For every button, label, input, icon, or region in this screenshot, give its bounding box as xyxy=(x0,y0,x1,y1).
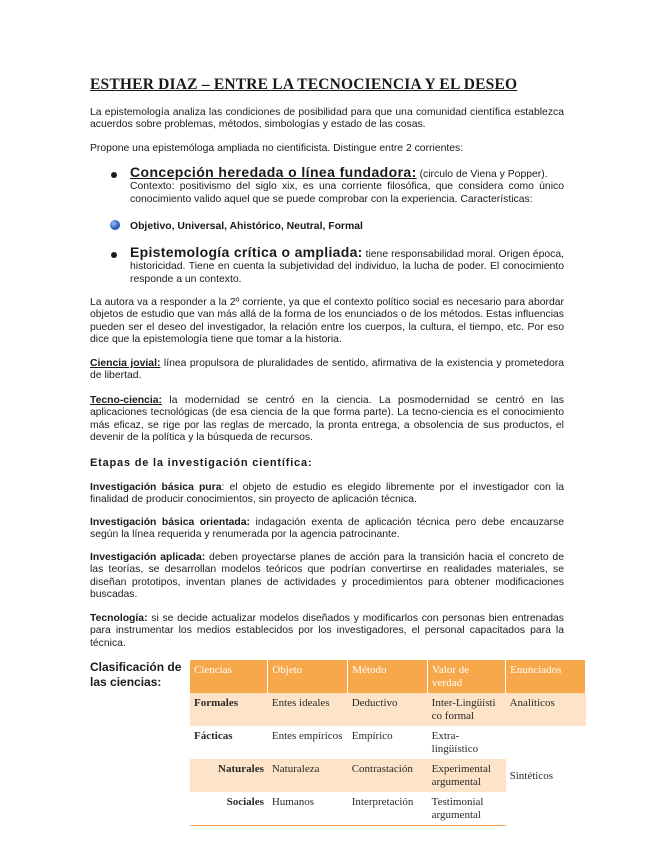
table-cell: Sintéticos xyxy=(509,769,553,782)
intro-paragraph: La epistemología analiza las condiciones de posibilidad para que una comunidad científica establezca acuerdos sobre problemas, métodos, simbologías y estado de las cosas. xyxy=(90,107,564,131)
etapa-term: Tecnología: xyxy=(90,613,148,624)
table-row xyxy=(190,726,586,759)
etapa-text: deben proyectarse planes de acción para la transición hacia el concreto de las teorías, se desarrollan modelos teóricos que podrían convertirse en realidades materiales, se diseñan prototipos, inventan planes de actividades y procedimientos para obtener modificaciones buscadas. xyxy=(90,552,564,601)
table-cell: Deductivo xyxy=(348,693,428,726)
corriente-heredada xyxy=(130,166,564,206)
globe-bullet-icon xyxy=(110,220,120,230)
etapa-text: : el objeto de estudio es elegido libremente por el investigador con la finalidad de producir conocimientos, sin proyecto de aplicación técnica. xyxy=(90,482,564,506)
table-cell: Extra-lingüístico xyxy=(431,730,479,755)
corriente-critica-heading: Epistemología crítica o ampliada: xyxy=(130,244,363,260)
table-cell: Naturaleza xyxy=(268,759,348,792)
table-cell: Empírico xyxy=(351,730,393,742)
proposal-paragraph: Propone una epistemóloga ampliada no cientificista. Distingue entre 2 corrientes: xyxy=(90,143,464,154)
table-row xyxy=(190,693,586,726)
caracteristicas-list: Objetivo, Universal, Ahistórico, Neutral, Formal xyxy=(130,221,363,232)
table-cell: Entes ideales xyxy=(268,693,348,726)
tecnociencia-text: la modernidad se centró en la ciencia. La posmodernidad se centró en las aplicaciones tecnológicas (de esa ciencia de la que forma parte). La tecno-ciencia es el conocimiento más eficaz, se rige por las reglas de mercado, la pronta entrega, a obsolencia de sus productos, el devenir de la política y la búsqueda de recursos. xyxy=(90,395,564,444)
table-header-cell: Método xyxy=(348,660,428,693)
table-cell: Inter-Lingüísti co formal xyxy=(428,693,506,726)
ciencia-jovial-text: línea propulsora de pluralidades de sentido, afirmativa de la existencia y prometedora de libertad. xyxy=(90,358,564,382)
tecnociencia-term: Tecno-ciencia: xyxy=(90,395,162,406)
bullet-dot xyxy=(111,252,117,258)
ciencia-jovial-paragraph xyxy=(90,358,564,383)
table-header-cell: Ciencias xyxy=(190,660,268,693)
etapas-heading: Etapas de la investigación científica: xyxy=(90,457,313,469)
table-cell: Humanos xyxy=(268,792,348,826)
table-cell: Experimental argumental xyxy=(428,759,506,792)
table-cell: Entes empíricos xyxy=(271,730,343,742)
clasificacion-label: Clasificación de las ciencias: xyxy=(90,660,182,689)
etapa-paragraph xyxy=(90,613,564,650)
etapa-term: Investigación aplicada: xyxy=(90,552,206,563)
table-header-cell: Enunciados xyxy=(506,660,586,693)
etapa-term: Investigación básica pura xyxy=(90,482,222,493)
table-cell: Sociales xyxy=(190,792,268,826)
ciencia-jovial-term: Ciencia jovial: xyxy=(90,358,161,369)
table-header-cell: Objeto xyxy=(268,660,348,693)
table-cell: Formales xyxy=(190,693,268,726)
corriente-heredada-lead: (circulo de Viena y Popper). xyxy=(416,169,548,180)
table-cell: Testimonial argumental xyxy=(428,792,506,826)
table-cell: Fácticas xyxy=(194,730,233,742)
corriente-critica-body: tiene responsabilidad moral. Origen época, historicidad. Tiene en cuenta la subjetividad del individuo, la lucha de poder. El conocimiento responde a un contexto. xyxy=(130,249,564,285)
table-cell: Analíticos xyxy=(506,693,586,726)
etapa-paragraph xyxy=(90,552,564,602)
table-header-cell: Valor de verdad xyxy=(428,660,506,693)
clasificacion-table xyxy=(190,660,586,826)
bullet-dot xyxy=(111,172,117,178)
etapa-paragraph xyxy=(90,482,564,507)
tecnociencia-paragraph xyxy=(90,395,564,445)
autora-paragraph: La autora va a responder a la 2º corriente, ya que el contexto político social es necesario para abordar objetos de estudio que van más allá de la forma de los enunciados o de los métodos. Estas influencias pueden ser el deseo del investigador, la relación entre los cuerpos, la cultura, el tiempo, etc. Por eso dice que la epistemología tiene que tomar a la historia. xyxy=(90,297,564,346)
corriente-heredada-body: Contexto: positivismo del siglo xix, es una corriente filosófica, que considera como único conocimiento valido aquel que se puede comprobar con la experiencia. Características: xyxy=(130,181,564,205)
etapa-text: si se decide actualizar modelos diseñados y modificarlos con personas bien entrenadas para instrumentar los medios establecidos por los investigadores, el personal capacitados para la técnica. xyxy=(90,613,564,649)
corriente-critica xyxy=(130,246,564,286)
page-title: ESTHER DIAZ – ENTRE LA TECNOCIENCIA Y EL DESEO xyxy=(90,76,518,93)
table-cell: Naturales xyxy=(190,759,268,792)
etapa-text: indagación exenta de aplicación técnica pero debe encauzarse según la línea requerida y renumerada por la agencia patrocinante. xyxy=(90,517,564,541)
table-cell: Contrastación xyxy=(348,759,428,792)
etapa-paragraph xyxy=(90,517,564,542)
etapa-term: Investigación básica orientada: xyxy=(90,517,251,528)
table-header-row xyxy=(190,660,586,693)
corriente-heredada-heading: Concepción heredada o línea fundadora: xyxy=(130,164,417,180)
table-cell: Interpretación xyxy=(348,792,428,826)
